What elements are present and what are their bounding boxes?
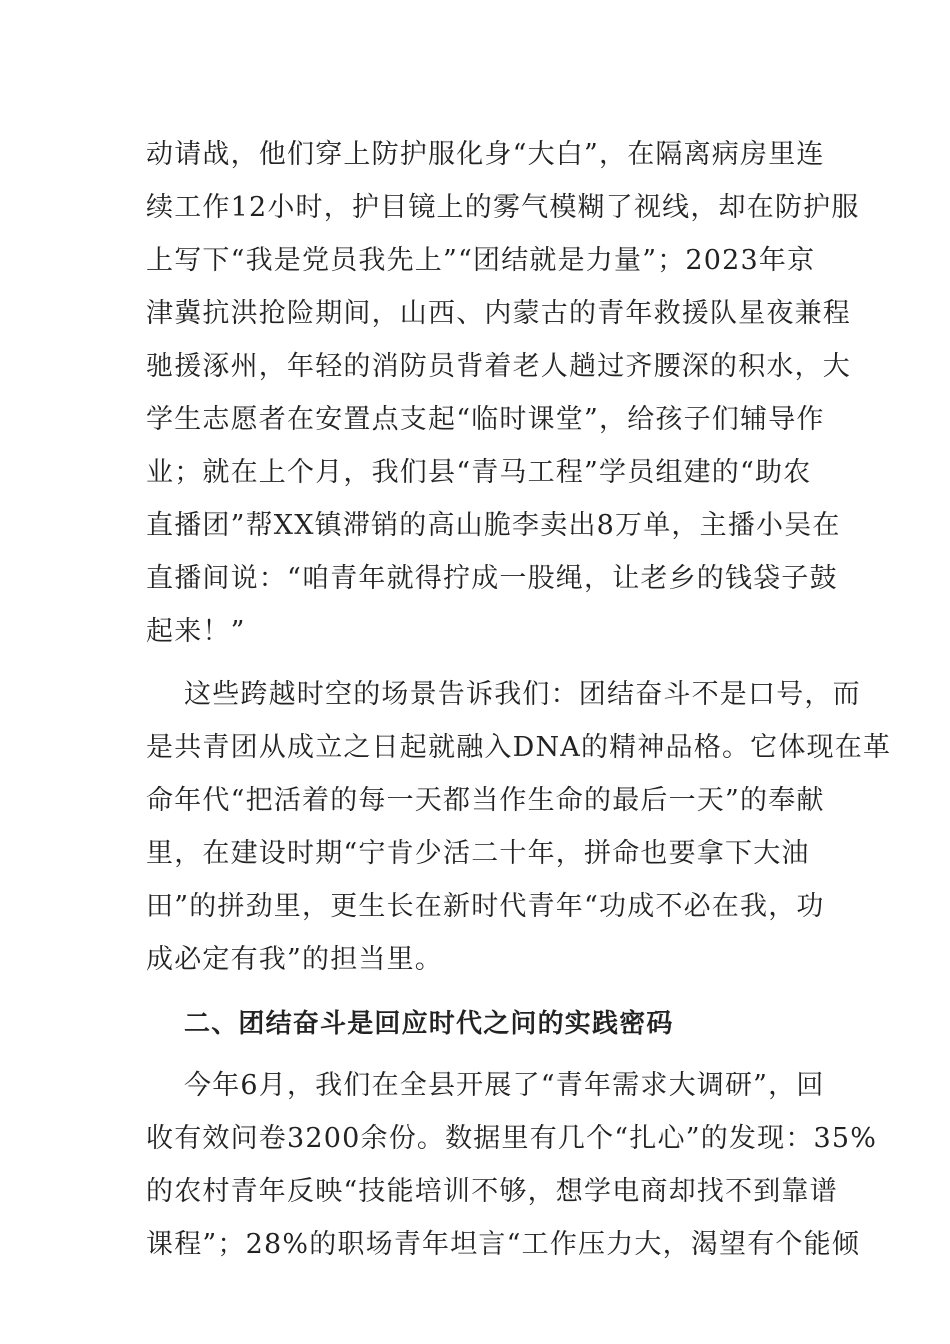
document-body xyxy=(146,128,892,1271)
paragraph-youth-survey xyxy=(146,1059,878,1271)
text-line: 津冀抗洪抢险期间，山西、内蒙古的青年救援队星夜兼程 xyxy=(146,298,851,329)
text-line: 学生志愿者在安置点支起“临时课堂”，给孩子们辅导作 xyxy=(146,404,825,435)
text-line: 业；就在上个月，我们县“青马工程”学员组建的“助农 xyxy=(146,457,812,488)
text-line: 是共青团从成立之日起就融入DNA的精神品格。它体现在革 xyxy=(146,732,892,763)
text-line: 田”的拼劲里，更生长在新时代青年“功成不必在我，功 xyxy=(146,891,825,922)
text-line: 驰援涿州，年轻的消防员背着老人趟过齐腰深的积水，大 xyxy=(146,351,851,382)
text-line: 收有效问卷3200余份。数据里有几个“扎心”的发现：35% xyxy=(146,1123,878,1154)
text-line: 动请战，他们穿上防护服化身“大白”，在隔离病房里连 xyxy=(146,139,825,170)
text-line: 起来！” xyxy=(146,616,246,647)
text-line: 这些跨越时空的场景告诉我们：团结奋斗不是口号，而 xyxy=(184,679,861,710)
section-heading: 二、团结奋斗是回应时代之问的实践密码 xyxy=(184,1009,674,1039)
paragraph-unity-spirit xyxy=(146,668,892,986)
text-line: 命年代“把活着的每一天都当作生命的最后一天”的奉献 xyxy=(146,785,825,816)
text-line: 今年6月，我们在全县开展了“青年需求大调研”，回 xyxy=(184,1070,825,1101)
text-line: 续工作12小时，护目镜上的雾气模糊了视线，却在防护服 xyxy=(146,192,860,223)
text-line: 课程”；28%的职场青年坦言“工作压力大，渴望有个能倾 xyxy=(146,1229,861,1260)
text-line: 直播团”帮XX镇滞销的高山脆李卖出8万单，主播小吴在 xyxy=(146,510,841,541)
text-line: 直播间说：“咱青年就得拧成一股绳，让老乡的钱袋子鼓 xyxy=(146,563,838,594)
paragraph-covid-flood-livestream xyxy=(146,128,860,658)
text-line: 的农村青年反映“技能培训不够，想学电商却找不到靠谱 xyxy=(146,1176,838,1207)
text-line: 上写下“我是党员我先上”“团结就是力量”；2023年京 xyxy=(146,245,816,276)
text-line: 成必定有我”的担当里。 xyxy=(146,944,444,975)
text-line: 里，在建设时期“宁肯少活二十年，拼命也要拿下大油 xyxy=(146,838,810,869)
